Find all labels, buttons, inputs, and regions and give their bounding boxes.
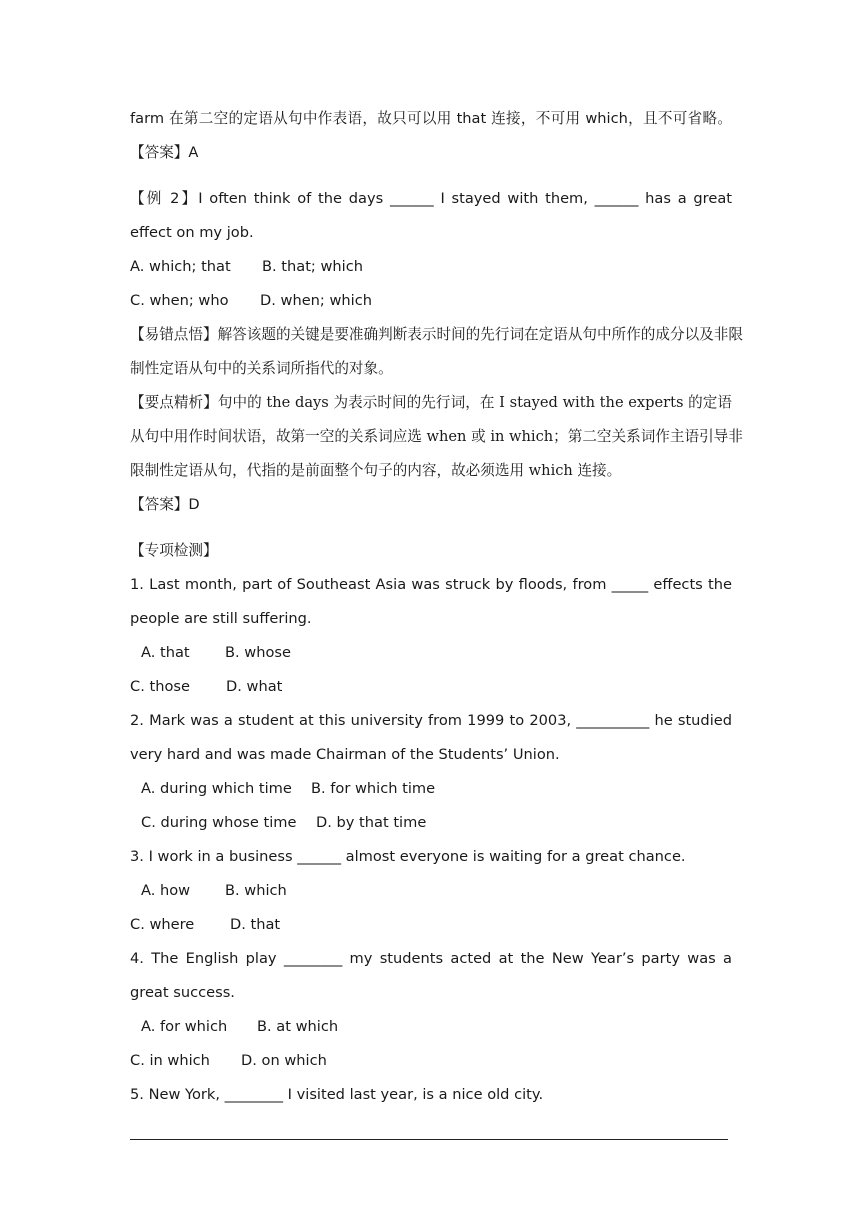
question-2-options-row-2 [130, 806, 732, 840]
option-a: A. that [141, 644, 190, 661]
question-1-options-row-2 [130, 670, 732, 704]
key-analysis-cont-2: 限制性定语从句，代指的是前面整个句子的内容，故必须选用 which 连接。 [130, 462, 622, 479]
document-page [130, 102, 743, 1112]
question-2-cont: very hard and was made Chairman of the Students’ Union. [130, 746, 560, 763]
option-c: C. during whose time [141, 814, 297, 831]
explanation-line: farm 在第二空的定语从句中作表语，故只可以用 that 连接，不可用 which，且不可省略。 [130, 110, 732, 127]
question-1: 1. Last month, part of Southeast Asia was struck by floods, from _____ effects the [130, 576, 732, 593]
option-c: C. where [130, 916, 195, 933]
spacer [130, 522, 732, 534]
option-a: A. for which [141, 1018, 228, 1035]
question-2-options-row-1 [130, 772, 732, 806]
section-heading: 【专项检测】 [130, 542, 218, 559]
question-3-options-row-1 [130, 874, 732, 908]
option-c: C. those [130, 678, 190, 695]
option-d: D. on which [241, 1052, 327, 1069]
option-d: D. what [226, 678, 283, 695]
option-b: B. that; which [262, 258, 363, 275]
question-4-cont: great success. [130, 984, 235, 1001]
option-b: B. which [225, 882, 287, 899]
question-3: 3. I work in a business ______ almost everyone is waiting for a great chance. [130, 848, 686, 865]
error-analysis-cont: 制性定语从句中的关系词所指代的对象。 [130, 360, 393, 377]
option-a: A. which; that [130, 258, 231, 275]
option-c: C. in which [130, 1052, 210, 1069]
question-4-options-row-2 [130, 1044, 732, 1078]
example-2-options-row-2 [130, 284, 732, 318]
option-c: C. when; who [130, 292, 229, 309]
question-5: 5. New York, ________ I visited last year, is a nice old city. [130, 1086, 544, 1103]
spacer [130, 170, 732, 182]
example-2-question-cont: effect on my job. [130, 224, 254, 241]
example-2-options-row-1 [130, 250, 732, 284]
key-analysis-cont: 从句中用作时间状语，故第一空的关系词应选 when 或 in which；第二空关系词作主语引导非 [130, 428, 743, 445]
question-1-cont: people are still suffering. [130, 610, 312, 627]
question-2: 2. Mark was a student at this university from 1999 to 2003, __________ he studied [130, 712, 732, 729]
option-b: B. at which [257, 1018, 339, 1035]
option-d: D. that [230, 916, 281, 933]
error-analysis: 【易错点悟】解答该题的关键是要准确判断表示时间的先行词在定语从句中所作的成分以及非限 [130, 326, 743, 343]
option-b: B. for which time [311, 780, 436, 797]
option-d: D. when; which [260, 292, 372, 309]
footer-divider [130, 1139, 728, 1140]
question-4: 4. The English play ________ my students acted at the New Year’s party was a [130, 950, 732, 967]
question-3-options-row-2 [130, 908, 732, 942]
key-analysis: 【要点精析】句中的 the days 为表示时间的先行词，在 I stayed with the experts 的定语 [130, 394, 732, 411]
example-2-question: 【例 2】I often think of the days ______ I stayed with them, ______ has a great [130, 190, 732, 207]
option-a: A. how [141, 882, 191, 899]
option-a: A. during which time [141, 780, 292, 797]
option-b: B. whose [225, 644, 291, 661]
question-1-options-row-1 [130, 636, 732, 670]
option-d: D. by that time [316, 814, 427, 831]
answer-label: 【答案】D [130, 496, 200, 513]
answer-label: 【答案】A [130, 144, 199, 161]
question-4-options-row-1 [130, 1010, 732, 1044]
